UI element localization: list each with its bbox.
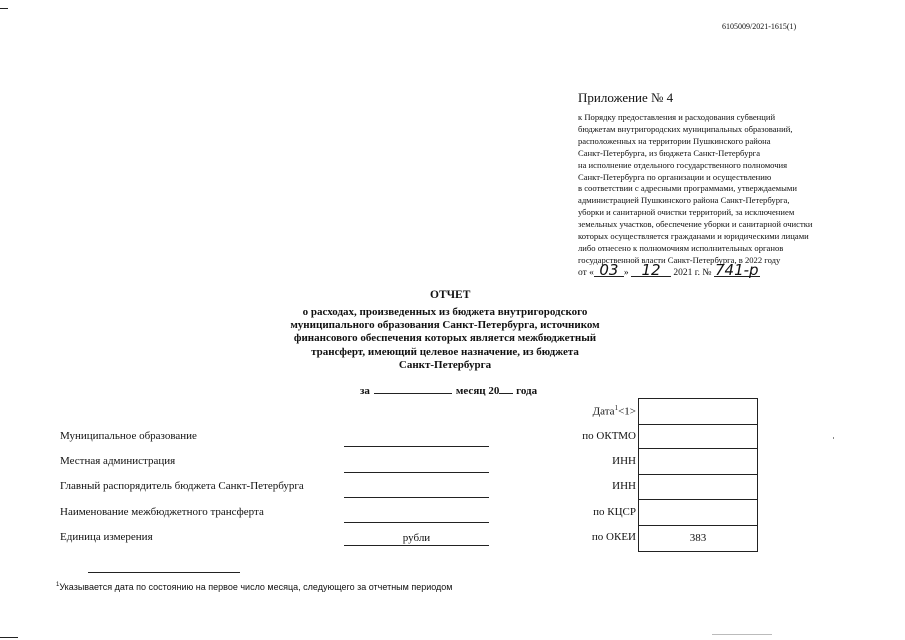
period-middle: месяц 20	[455, 385, 500, 397]
transfer-name-label: Наименование межбюджетного трансферта	[60, 506, 264, 518]
kcsr-code-box[interactable]	[638, 500, 758, 526]
period-year-blank[interactable]	[499, 393, 513, 394]
appendix-line: которых осуществляется гражданами и юридическими лицами	[578, 231, 809, 242]
kcsr-label: по КЦСР	[593, 506, 636, 518]
appendix-line: на исполнение отдельного государственного полномочия	[578, 159, 788, 170]
unit-value: рубли	[344, 532, 489, 546]
period-suffix: года	[516, 385, 538, 397]
date-label-suffix: <1>	[618, 405, 636, 418]
oktmo-label: по ОКТМО	[582, 430, 636, 442]
order-number: 741-р	[715, 261, 759, 279]
appendix-line: либо отнесено к полномочиям исполнительных органов	[578, 242, 784, 253]
document-number: 6105009/2021-1615(1)	[722, 22, 797, 31]
inn-label-1: ИНН	[612, 455, 636, 467]
report-subtitle	[260, 306, 630, 372]
appendix-line: Санкт-Петербурга по организации и осуществлению	[578, 171, 772, 182]
subtitle-line: муниципального образования Санкт-Петербурга, источником	[290, 319, 600, 332]
order-reference	[578, 261, 760, 279]
subtitle-line: о расходах, произведенных из бюджета внутригородского	[302, 306, 588, 318]
date-footnote-mark: 1	[614, 404, 619, 412]
appendix-text	[578, 112, 868, 267]
report-period	[360, 385, 537, 397]
footnote	[56, 582, 452, 592]
appendix-line: администрацией Пушкинского района Санкт-Петербурга,	[578, 195, 790, 206]
transfer-name-field[interactable]	[344, 508, 489, 523]
unit-label: Единица измерения	[60, 531, 153, 543]
appendix-line: государственной власти Санкт-Петербурга, в 2022 году	[578, 254, 781, 265]
order-prefix: от «	[578, 268, 594, 278]
municipality-field[interactable]	[344, 432, 489, 447]
appendix-line: земельных участков, обеспечение уборки и санитарной очистки	[578, 219, 813, 230]
okei-code-box: 383	[638, 526, 758, 552]
administration-label: Местная администрация	[60, 455, 176, 467]
appendix-line: расположенных на территории Пушкинского района	[578, 135, 771, 146]
period-month-blank[interactable]	[374, 393, 452, 394]
scan-mark-top-left	[0, 8, 8, 9]
scan-mark-bottom-right	[712, 634, 772, 635]
inn-code-box-2[interactable]	[638, 475, 758, 501]
subtitle-line: финансового обеспечения которых является межбюджетный	[293, 332, 597, 345]
municipality-label: Муниципальное образование	[60, 430, 197, 442]
oktmo-code-box[interactable]	[638, 424, 758, 450]
scan-mark-bottom-left	[0, 637, 18, 638]
order-mid: »	[623, 268, 629, 278]
main-manager-field[interactable]	[344, 483, 489, 498]
period-prefix: за	[360, 385, 370, 397]
appendix-line: бюджетам внутригородских муниципальных образований,	[578, 123, 793, 134]
subtitle-line: Санкт-Петербурга	[398, 358, 492, 371]
date-code-label	[526, 404, 636, 418]
order-month: 12	[631, 264, 671, 277]
order-year: 2021 г. №	[673, 268, 712, 278]
date-code-box[interactable]	[638, 398, 758, 425]
appendix-title: Приложение № 4	[578, 90, 674, 105]
administration-field[interactable]	[344, 458, 489, 473]
appendix-line: к Порядку предоставления и расходования субвенций	[578, 112, 776, 122]
appendix-line: уборки и санитарной очистки территорий, за исключением	[578, 207, 795, 218]
footnote-text: Указывается дата по состоянию на первое число месяца, следующего за отчетным периодом	[59, 582, 453, 592]
main-manager-label: Главный распорядитель бюджета Санкт-Петербурга	[60, 480, 304, 492]
appendix-line: в соответствии с адресными программами, утверждаемыми	[578, 183, 797, 194]
footnote-divider	[88, 572, 240, 573]
date-label-text: Дата	[592, 405, 615, 418]
inn-code-box-1[interactable]	[638, 449, 758, 475]
footnote-mark: 1	[56, 582, 60, 588]
subtitle-line: трансферт, имеющий целевое назначение, из бюджета	[311, 345, 579, 358]
appendix-line: Санкт-Петербурга, из бюджета Санкт-Петербурга	[578, 147, 761, 158]
okei-label: по ОКЕИ	[591, 531, 636, 543]
scan-dot-right	[833, 437, 834, 439]
inn-label-2: ИНН	[612, 480, 636, 492]
report-title: ОТЧЕТ	[430, 289, 471, 301]
order-day: 03	[594, 264, 624, 277]
